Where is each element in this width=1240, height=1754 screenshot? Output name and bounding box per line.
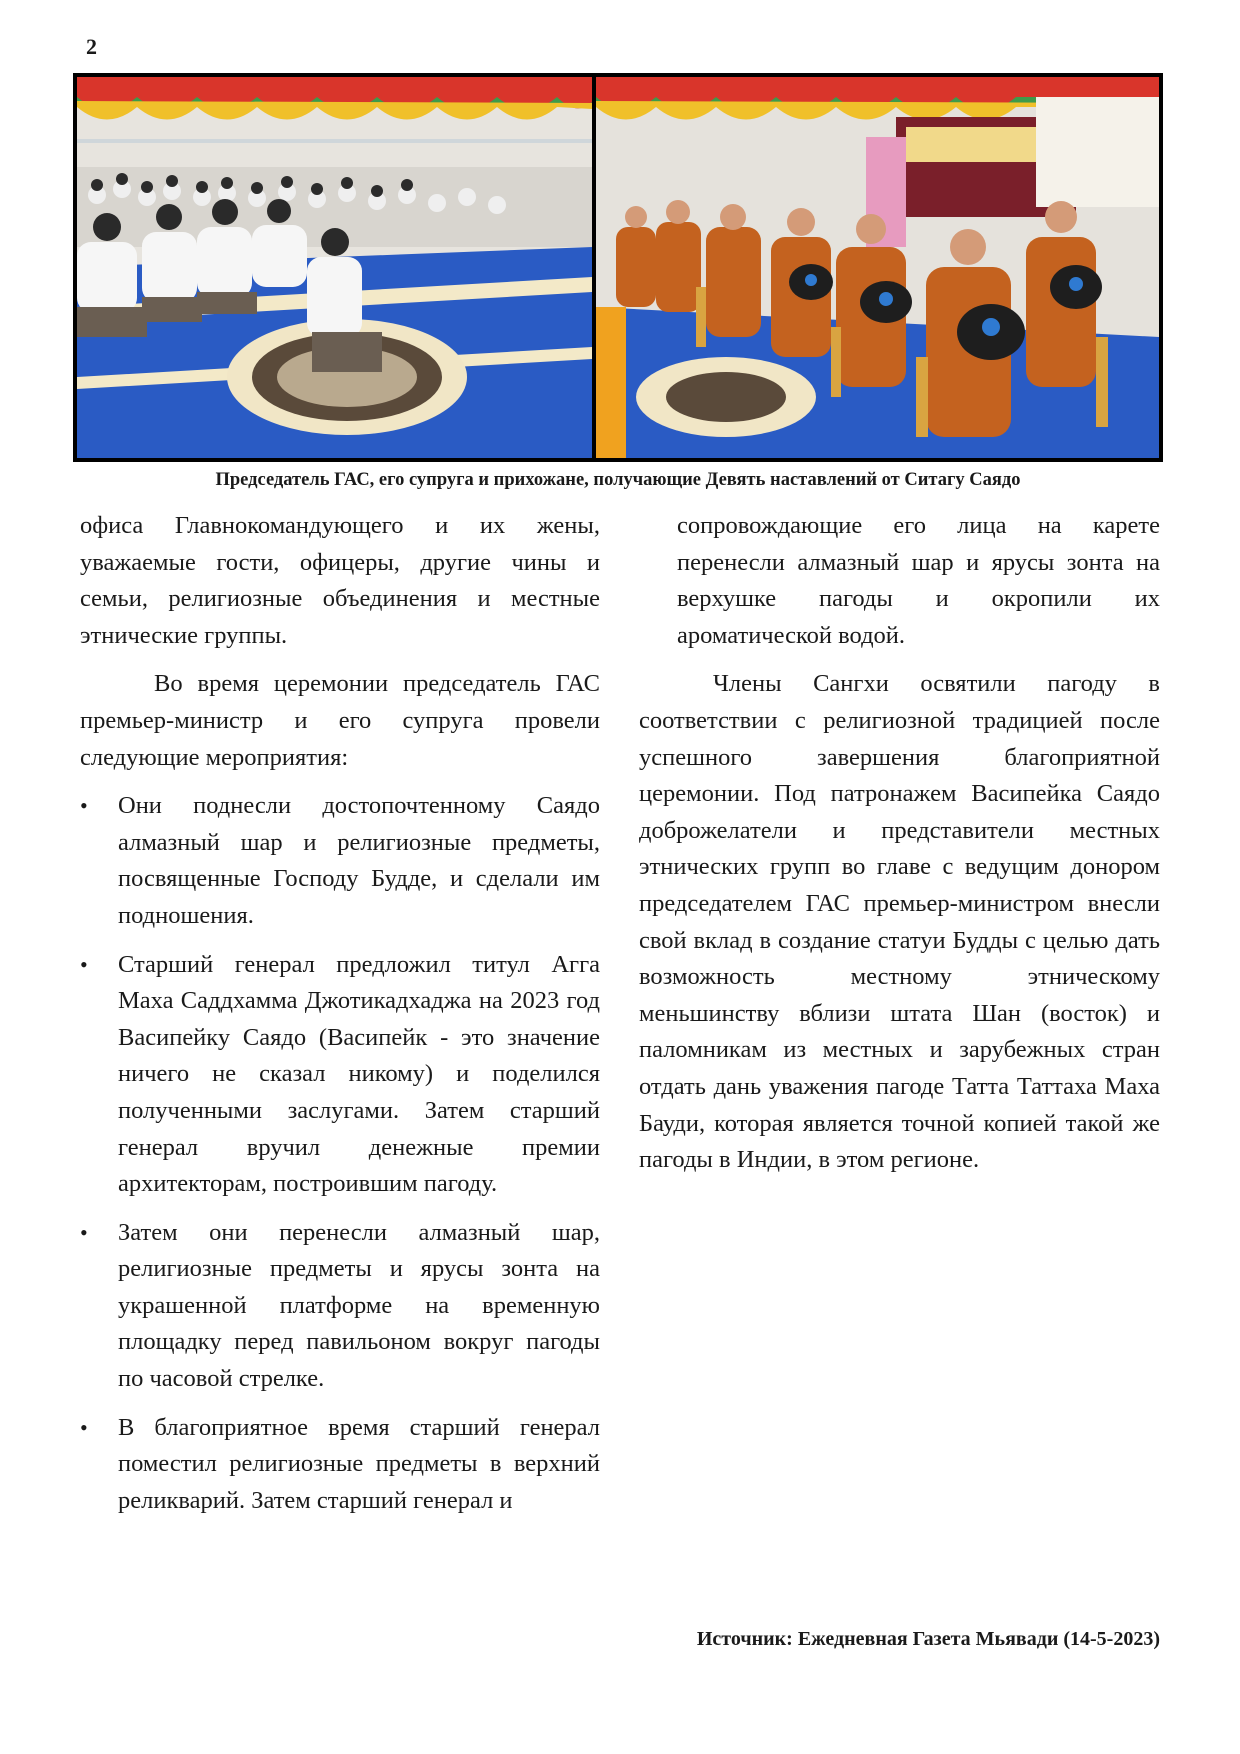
- monks-seated-photo: [596, 77, 1159, 458]
- left-intro-paragraph: офиса Главнокомандующего и их жены, уважаемые гости, офицеры, другие чины и семьи, религиозные объединения и местные этнические группы.: [80, 512, 600, 649]
- list-item: • Они поднесли достопочтенному Саядо алмазный шар и религиозные предметы, посвященные Господу Будде, и сделали им подношения.: [80, 788, 600, 934]
- list-item: • Затем они перенесли алмазный шар, религиозные предметы и ярусы зонта на украшенной платформе на временную площадку перед павильоном вокруг пагоды по часовой стрелке.: [80, 1215, 600, 1398]
- continuation-paragraph: сопровождающие его лица на карете перенесли алмазный шар и ярусы зонта на верхушке пагоды и окропили их ароматической водой.: [677, 512, 1160, 649]
- photo-frame: [73, 73, 1163, 462]
- ceremony-kneeling-image: [77, 77, 592, 458]
- ceremony-kneeling-photo: [77, 77, 592, 458]
- ceremony-paragraph: Во время церемонии председатель ГАС премьер-министр и его супруга провели следующие мероприятия:: [80, 670, 600, 771]
- sangha-paragraph: Члены Сангхи освятили пагоду в соответствии с религиозной традицией после успешного завершения благоприятной церемонии. Под патронажем Васипейка Саядо доброжелатели и представители местных этнических групп во главе с ведущим донором председателем ГАС премьер-министром внесли свой вклад в создание статуи Будды с целью дать возможность местному этническому меньшинству вблизи штата Шан (восток) и паломникам из местных и зарубежных стран отдать дань уважения пагоде Татта Таттаха Маха Бауди, которая является точной копией такой же пагоды в Индии, в этом регионе.: [639, 670, 1160, 1174]
- right-column: [639, 508, 1160, 1191]
- page-number: 2: [86, 34, 97, 59]
- list-item: • Старший генерал предложил титул Агга Маха Саддхамма Джотикадхаджа на 2023 год Васипейку Саядо (Васипейк - это значение ничего не сказал никому) и поделился полученными заслугами. Затем старший генерал вручил денежные премии архитекторам, построившим пагоду.: [80, 947, 600, 1203]
- list-item: • В благоприятное время старший генерал поместил религиозные предметы в верхний реликварий. Затем старший генерал и: [80, 1410, 600, 1520]
- source-credit: Источник: Ежедневная Газета Мьявади (14-5-2023): [696, 1628, 1160, 1650]
- activities-list: [80, 788, 600, 1519]
- left-column: [80, 508, 600, 1531]
- photo-caption: Председатель ГАС, его супруга и прихожане, получающие Девять наставлений от Ситагу Саядо: [215, 470, 1021, 490]
- monks-seated-image: [596, 77, 1159, 458]
